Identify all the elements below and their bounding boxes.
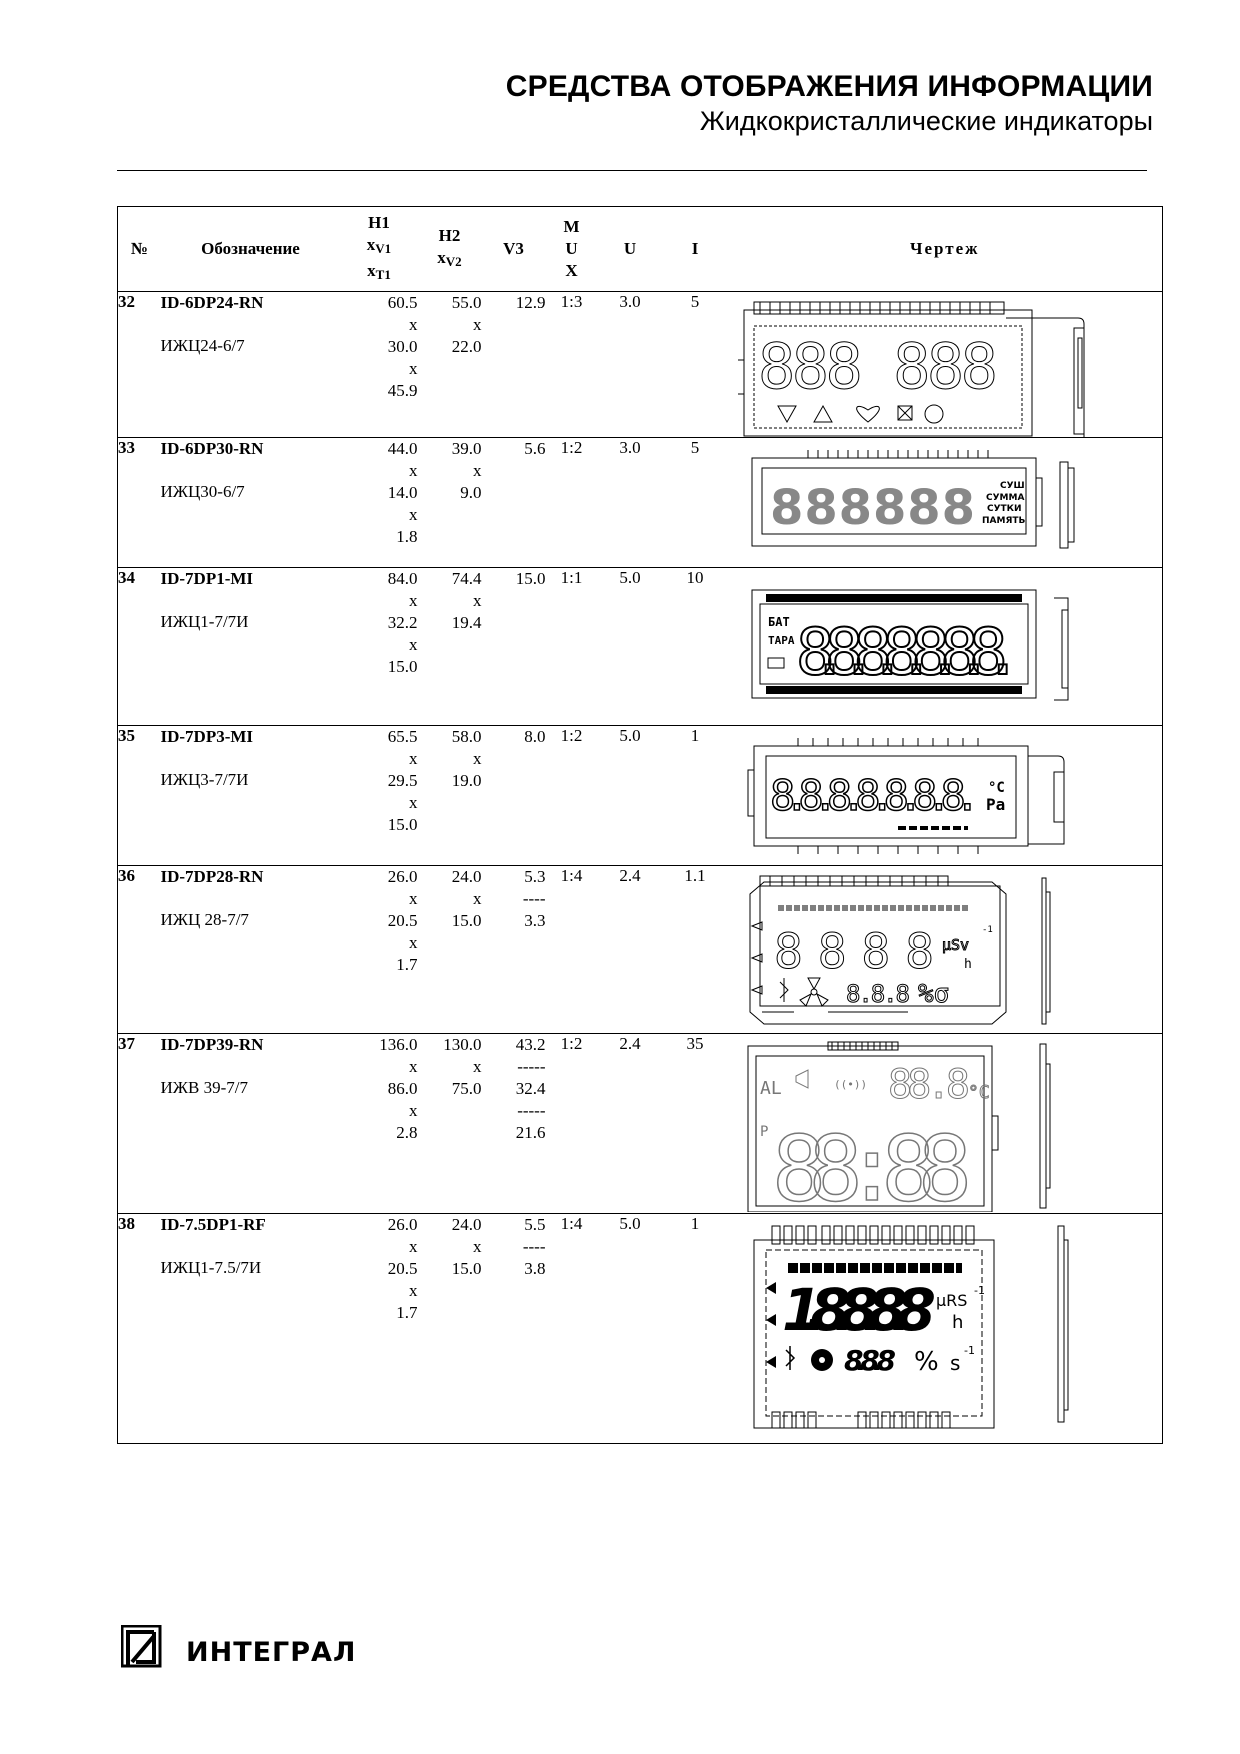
row-v3-value: 5.5	[524, 1215, 546, 1234]
lcd-label: ТАРА	[767, 634, 794, 647]
row-name: ID-7DP1-MI	[160, 569, 254, 588]
row-h1-value: x	[409, 635, 418, 654]
lcd-label: P	[759, 1124, 768, 1140]
lcd-unit: -1	[981, 925, 993, 935]
row-h2-value: 9.0	[460, 483, 482, 502]
row-h2-value: x	[473, 1057, 482, 1076]
row-name: ID-7DP39-RN	[160, 1035, 264, 1054]
row-v3-value: 15.0	[515, 569, 546, 588]
lcd-drawing-37	[738, 1040, 1138, 1212]
row-h2-value: x	[473, 1237, 482, 1256]
row-h2-value: 19.4	[451, 613, 482, 632]
row-h2-value: 75.0	[451, 1079, 482, 1098]
row-h1-value: 44.0	[387, 439, 418, 458]
row-number: 35	[118, 726, 161, 866]
col-header-mux: M U X	[546, 207, 598, 292]
row-v3	[482, 1214, 546, 1444]
row-h2	[418, 1214, 482, 1444]
col-header-drawing: Чертеж	[728, 207, 1163, 292]
row-alias: ИЖЦ30-6/7	[160, 482, 245, 501]
row-h1-value: x	[409, 1057, 418, 1076]
lcd-unit: h	[951, 1312, 963, 1333]
row-i: 1	[663, 726, 728, 866]
row-h1-value: 20.5	[387, 911, 418, 930]
row-number: 34	[118, 568, 161, 726]
row-h2-value: x	[473, 461, 482, 480]
row-mux: 1:4	[546, 1214, 598, 1444]
row-number: 33	[118, 438, 161, 568]
lcd-unit: %	[913, 1347, 939, 1377]
table-row	[118, 292, 1163, 438]
row-h1	[341, 1034, 418, 1214]
row-name: ID-7DP28-RN	[160, 867, 264, 886]
row-drawing	[728, 726, 1163, 866]
lcd-unit: μSv	[941, 936, 969, 954]
row-name: ID-6DP30-RN	[160, 439, 264, 458]
row-h1-value: x	[409, 359, 418, 378]
row-name-cell	[161, 292, 341, 438]
row-name: ID-6DP24-RN	[160, 293, 264, 312]
row-v3-value: 3.8	[524, 1259, 546, 1278]
row-u: 2.4	[598, 866, 663, 1034]
row-h1	[341, 1214, 418, 1444]
table-row	[118, 1214, 1163, 1444]
row-name: ID-7DP3-MI	[160, 727, 254, 746]
row-v3-value: 5.6	[524, 439, 546, 458]
row-h1-value: x	[409, 1237, 418, 1256]
col-header-name: Обозначение	[161, 207, 341, 292]
row-h1	[341, 292, 418, 438]
row-drawing	[728, 568, 1163, 726]
row-name-cell	[161, 438, 341, 568]
row-mux: 1:2	[546, 1034, 598, 1214]
lcd-digits: 8888	[773, 924, 934, 980]
table-row	[118, 1034, 1163, 1214]
row-v3	[482, 438, 546, 568]
col-header-i: I	[663, 207, 728, 292]
lcd-drawing-35	[738, 732, 1138, 860]
row-h1-value: 32.2	[387, 613, 418, 632]
row-drawing	[728, 438, 1163, 568]
row-h2-value: 19.0	[451, 771, 482, 790]
row-h1-value: 1.8	[396, 527, 418, 546]
header-divider	[117, 170, 1147, 171]
lcd-label: AL	[759, 1078, 782, 1099]
row-number: 38	[118, 1214, 161, 1444]
row-v3-value: -----	[517, 1101, 546, 1120]
row-h1	[341, 866, 418, 1034]
row-drawing	[728, 292, 1163, 438]
row-v3	[482, 866, 546, 1034]
row-i: 10	[663, 568, 728, 726]
row-v3	[482, 726, 546, 866]
row-h1-value: 26.0	[387, 1215, 418, 1234]
row-v3-value: ----	[522, 1237, 546, 1256]
row-alias: ИЖЦ3-7/7И	[160, 770, 249, 789]
lcd-label: БАТ	[767, 615, 790, 629]
row-h1-value: x	[409, 933, 418, 952]
row-mux: 1:4	[546, 866, 598, 1034]
row-v3-value: 43.2	[515, 1035, 546, 1054]
lcd-unit: %σ	[917, 979, 949, 1009]
col-header-h2: H2 $x_{V2}$	[418, 207, 482, 292]
row-v3	[482, 292, 546, 438]
row-h2	[418, 866, 482, 1034]
row-number: 32	[118, 292, 161, 438]
page-title: СРЕДСТВА ОТОБРАЖЕНИЯ ИНФОРМАЦИИ	[505, 70, 1153, 103]
row-h2-value: 22.0	[451, 337, 482, 356]
row-alias: ИЖЦ1-7.5/7И	[160, 1258, 262, 1277]
row-v3-value: 12.9	[515, 293, 546, 312]
row-h2-value: x	[473, 591, 482, 610]
row-u: 5.0	[598, 726, 663, 866]
row-h2-value: 74.4	[451, 569, 482, 588]
row-h1-value: 20.5	[387, 1259, 418, 1278]
row-name-cell	[161, 866, 341, 1034]
row-h1-value: 65.5	[387, 727, 418, 746]
row-i: 1.1	[663, 866, 728, 1034]
row-h1-value: 1.7	[396, 1303, 418, 1322]
row-v3-value: 8.0	[524, 727, 546, 746]
lcd-drawing-32	[738, 298, 1138, 446]
row-v3-value: 21.6	[515, 1123, 546, 1142]
table-header-row	[118, 207, 1163, 292]
row-v3	[482, 1034, 546, 1214]
row-h2-value: 58.0	[451, 727, 482, 746]
row-h2-value: 24.0	[451, 867, 482, 886]
lcd-unit: -1	[973, 1284, 985, 1297]
col-header-h1: H1 $x_{V1}$ $x_{T1}$	[341, 207, 418, 292]
col-header-u: U	[598, 207, 663, 292]
row-h2-value: 130.0	[443, 1035, 482, 1054]
row-h1-value: 15.0	[387, 815, 418, 834]
row-h1-value: 14.0	[387, 483, 418, 502]
lcd-digits: 888888	[769, 480, 975, 536]
row-h1-value: x	[409, 1281, 418, 1300]
row-h2	[418, 292, 482, 438]
lcd-label: СУТКИ	[986, 504, 1022, 514]
table-row	[118, 438, 1163, 568]
row-h1	[341, 568, 418, 726]
row-mux: 1:1	[546, 568, 598, 726]
row-drawing	[728, 1034, 1163, 1214]
row-h2-value: x	[473, 749, 482, 768]
row-h1-value: x	[409, 1101, 418, 1120]
row-u: 3.0	[598, 438, 663, 568]
row-h2	[418, 726, 482, 866]
row-h1-value: 45.9	[387, 381, 418, 400]
row-h2	[418, 1034, 482, 1214]
row-drawing	[728, 866, 1163, 1034]
row-v3	[482, 568, 546, 726]
lcd-unit: h	[963, 957, 972, 972]
row-alias: ИЖВ 39-7/7	[160, 1078, 248, 1097]
table-row	[118, 726, 1163, 866]
row-i: 1	[663, 1214, 728, 1444]
company-name: ИНТЕГРАЛ	[186, 1637, 357, 1668]
row-h1-value: 29.5	[387, 771, 418, 790]
row-alias: ИЖЦ24-6/7	[160, 336, 245, 355]
row-h1-value: 26.0	[387, 867, 418, 886]
row-h1-value: x	[409, 749, 418, 768]
col-header-no: №	[118, 207, 161, 292]
row-v3-value: ----	[522, 889, 546, 908]
lcd-unit: -1	[963, 1344, 975, 1357]
row-h1-value: 2.8	[396, 1123, 418, 1142]
row-h1-value: x	[409, 591, 418, 610]
row-h1-value: 60.5	[387, 293, 418, 312]
row-number: 37	[118, 1034, 161, 1214]
lcd-digits-small: 8.8.8	[845, 980, 910, 1008]
row-u: 2.4	[598, 1034, 663, 1214]
row-h1-value: 15.0	[387, 657, 418, 676]
row-alias: ИЖЦ1-7/7И	[160, 612, 249, 631]
svg-text:((•)): ((•))	[833, 1078, 867, 1091]
row-name-cell	[161, 1214, 341, 1444]
row-h2-value: 15.0	[451, 1259, 482, 1278]
lcd-unit: °C	[987, 780, 1005, 796]
row-name-cell	[161, 726, 341, 866]
lcd-drawing-38	[738, 1220, 1138, 1432]
row-h1-value: x	[409, 505, 418, 524]
row-mux: 1:2	[546, 726, 598, 866]
lcd-drawing-36	[738, 872, 1138, 1030]
lcd-unit: Pa	[985, 795, 1005, 814]
row-number: 36	[118, 866, 161, 1034]
lcd-digits: 8.8.8.8.8.8.8.	[795, 616, 1022, 690]
row-h1-value: x	[409, 889, 418, 908]
row-name: ID-7.5DP1-RF	[160, 1215, 266, 1234]
row-h1-value: x	[409, 315, 418, 334]
row-h2-value: 24.0	[451, 1215, 482, 1234]
lcd-label: СУММА	[985, 493, 1024, 503]
row-h1	[341, 438, 418, 568]
row-v3-value: -----	[517, 1057, 546, 1076]
row-h2-value: x	[473, 315, 482, 334]
row-i: 5	[663, 438, 728, 568]
row-h1-value: x	[409, 461, 418, 480]
lcd-digits-big: 88:88	[771, 1117, 972, 1212]
row-v3-value: 32.4	[515, 1079, 546, 1098]
row-name-cell	[161, 1034, 341, 1214]
page-subtitle: Жидкокристаллические индикаторы	[699, 106, 1153, 136]
table-row	[118, 866, 1163, 1034]
row-h1-value: 30.0	[387, 337, 418, 356]
row-u: 3.0	[598, 292, 663, 438]
row-h1	[341, 726, 418, 866]
row-i: 35	[663, 1034, 728, 1214]
spec-table	[117, 206, 1163, 1444]
lcd-digits-small: 8.8.8	[843, 1344, 896, 1377]
row-u: 5.0	[598, 568, 663, 726]
lcd-digits: 888 888	[757, 330, 998, 403]
lcd-digits-top: 88.8	[887, 1062, 970, 1108]
row-h2	[418, 568, 482, 726]
row-h1-value: 136.0	[379, 1035, 418, 1054]
lcd-label: °C	[967, 1082, 990, 1103]
lcd-drawing-34	[738, 574, 1138, 716]
row-h2-value: 15.0	[451, 911, 482, 930]
row-alias: ИЖЦ 28-7/7	[160, 910, 249, 929]
row-mux: 1:3	[546, 292, 598, 438]
lcd-digits: 8.8.8.8.8.8.8.	[769, 771, 980, 820]
lcd-drawing-33	[738, 444, 1138, 562]
lcd-unit: s	[949, 1351, 960, 1375]
row-h1-value: 1.7	[396, 955, 418, 974]
lcd-label: СУШ	[999, 481, 1025, 491]
row-v3-value: 5.3	[524, 867, 546, 886]
row-h2-value: 55.0	[451, 293, 482, 312]
row-h2-value: 39.0	[451, 439, 482, 458]
row-h2	[418, 438, 482, 568]
col-header-v3: V3	[482, 207, 546, 292]
table-row	[118, 568, 1163, 726]
row-mux: 1:2	[546, 438, 598, 568]
integral-logo-icon	[121, 1625, 179, 1669]
lcd-unit: μRS	[935, 1291, 967, 1310]
lcd-digits: 1.8.8.8.8	[781, 1276, 936, 1344]
row-h1-value: x	[409, 793, 418, 812]
row-h1-value: 86.0	[387, 1079, 418, 1098]
row-drawing	[728, 1214, 1163, 1444]
lcd-label: ПАМЯТЬ	[981, 516, 1025, 526]
row-i: 5	[663, 292, 728, 438]
row-v3-value: 3.3	[524, 911, 546, 930]
row-u: 5.0	[598, 1214, 663, 1444]
row-h2-value: x	[473, 889, 482, 908]
row-h1-value: 84.0	[387, 569, 418, 588]
row-name-cell	[161, 568, 341, 726]
